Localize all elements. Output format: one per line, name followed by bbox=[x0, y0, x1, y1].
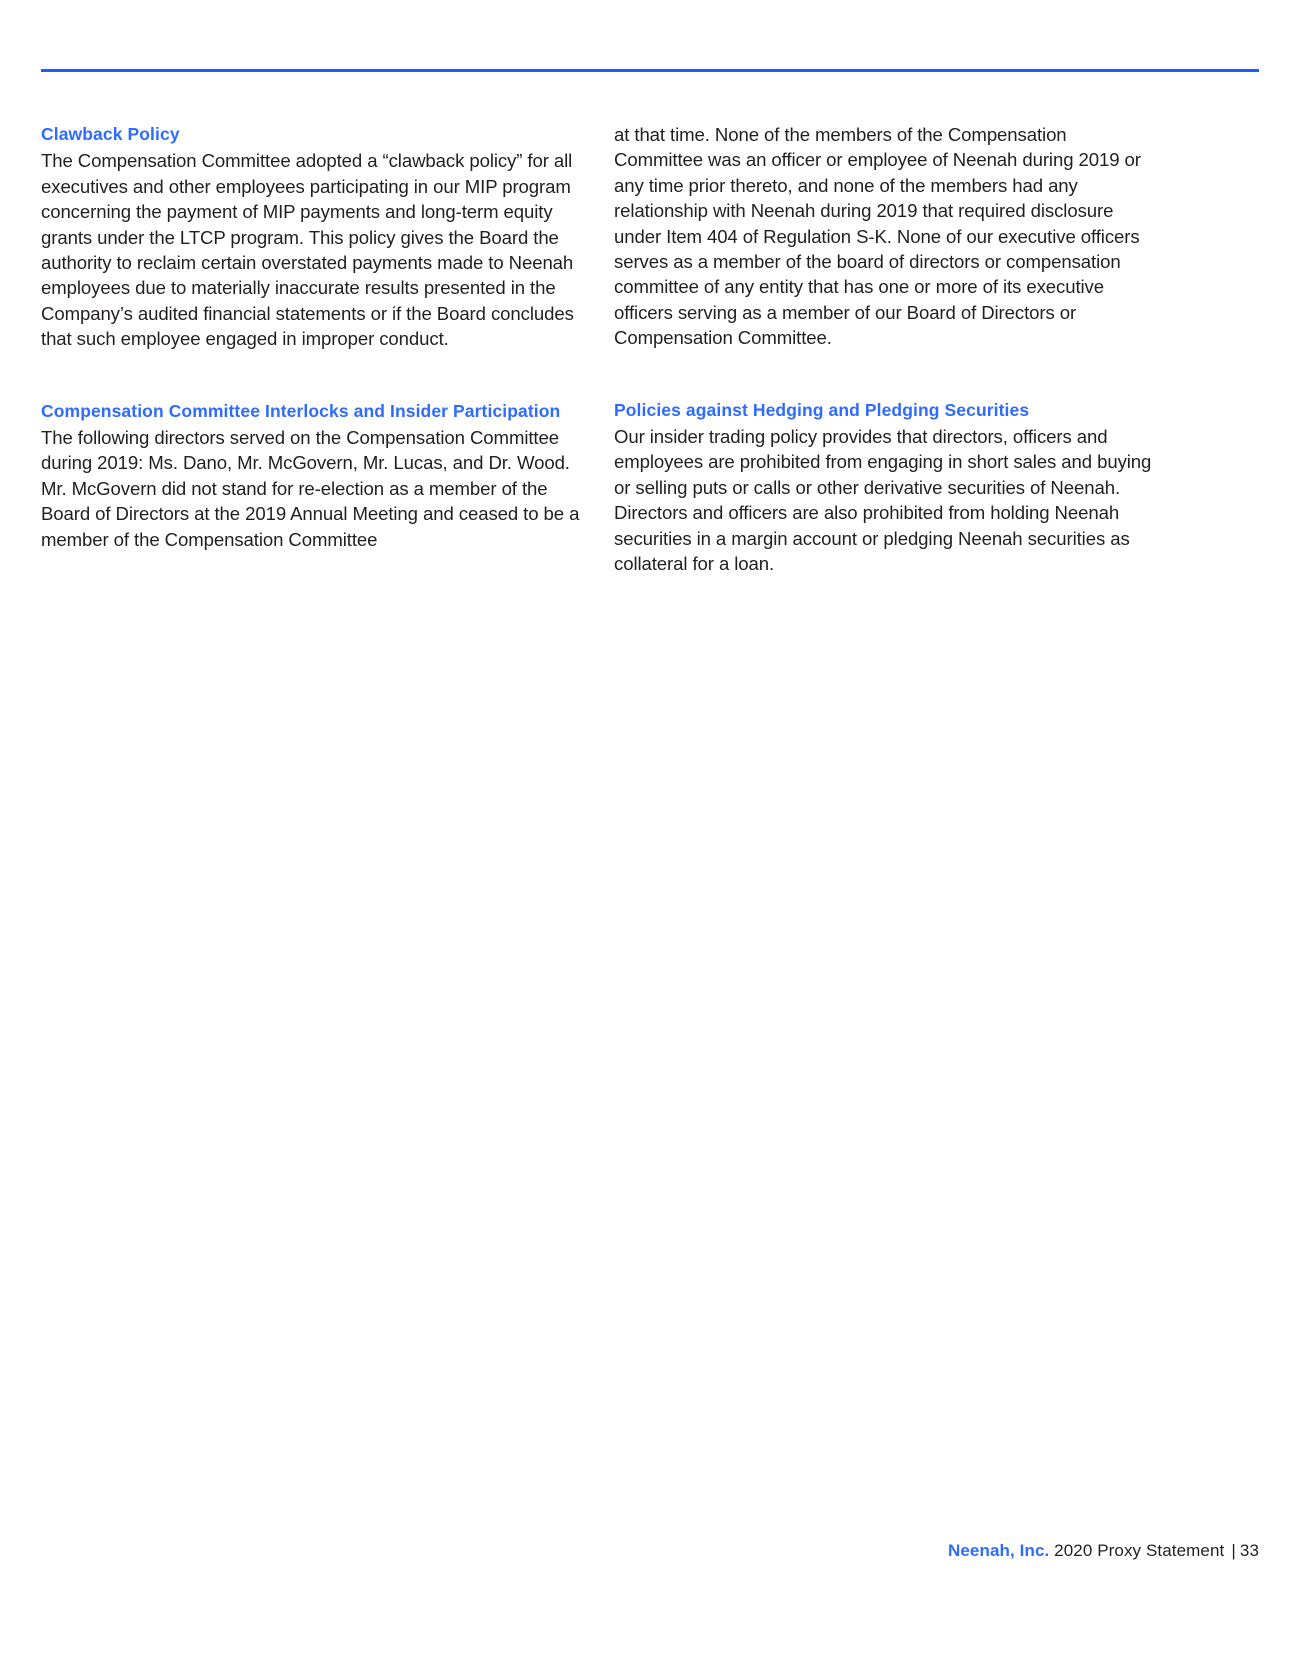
footer-separator: | bbox=[1231, 1541, 1236, 1560]
footer-statement-label: 2020 Proxy Statement bbox=[1049, 1541, 1225, 1560]
paragraph-clawback-policy: The Compensation Committee adopted a “clawback policy” for all executives and other employees participating in our MIP program concerning the payment of MIP payments and long-term equity grants under the LTCP program. This policy gives the Board the authority to reclaim certain overstated payments made to Neenah employees due to materially inaccurate results presented in the Company’s audited financial statements or if the Board concludes that such employee engaged in improper conduct. bbox=[41, 150, 574, 350]
heading-policies-against-hedging-and-pledging: Policies against Hedging and Pledging Securities bbox=[614, 399, 1030, 420]
heading-compensation-committee-interlocks: Compensation Committee Interlocks and Insider Participation bbox=[41, 400, 561, 421]
footer-brand: Neenah, Inc. bbox=[947, 1541, 1050, 1560]
paragraph-compensation-committee-interlocks: The following directors served on the Compensation Committee during 2019: Ms. Dano, Mr. McGovern, Mr. Lucas, and Dr. Wood. Mr. McGovern did not stand for re-election as a member of the Board of Directors at the 2019 Annual Meeting and ceased to be a member of the Compensation Committee bbox=[41, 427, 580, 550]
footer-page-number: 33 bbox=[1239, 1541, 1259, 1560]
right-column bbox=[614, 122, 1159, 577]
page-footer bbox=[948, 1540, 1259, 1562]
paragraph-policies-against-hedging-and-pledging: Our insider trading policy provides that directors, officers and employees are prohibited from engaging in short sales and buying or selling puts or calls or other derivative securities of Neenah. Directors and officers are also prohibited from holding Neenah securities in a margin account or pledging Neenah securities as collateral for a loan. bbox=[614, 426, 1152, 575]
paragraph-interlocks-continued: at that time. None of the members of the Compensation Committee was an officer or employee of Neenah during 2019 or any time prior thereto, and none of the members had any relationship with Neenah during 2019 that required disclosure under Item 404 of Regulation S-K. None of our executive officers serves as a member of the board of directors or compensation committee of any entity that has one or more of its executive officers serving as a member of our Board of Directors or Compensation Committee. bbox=[614, 124, 1141, 349]
two-column-body bbox=[41, 122, 1259, 577]
header-divider-rule bbox=[41, 69, 1259, 72]
left-column bbox=[41, 122, 586, 552]
heading-clawback-policy: Clawback Policy bbox=[41, 124, 180, 144]
